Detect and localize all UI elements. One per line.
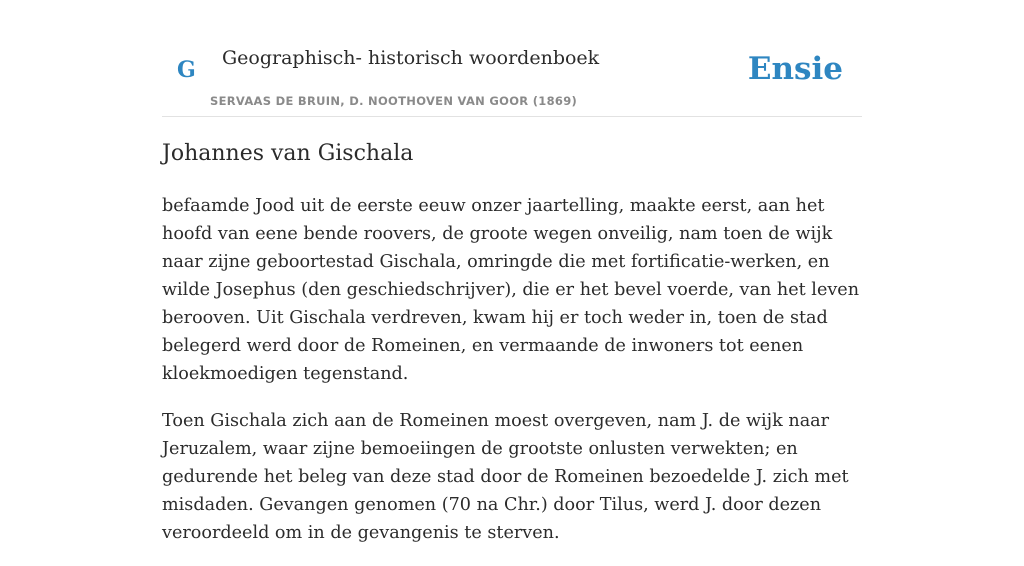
entry-paragraph: befaamde Jood uit de eerste eeuw onzer jaartelling, maakte eerst, aan het hoofd van eene bende roovers, de groote wegen onveilig, nam toen de wijk naar zijne geboortestad Gischala, omringde die met fortificatie-werken, en wilde Josephus (den geschiedschrijver), die er het bevel voerde, van het leven berooven. Uit Gischala verdreven, kwam hij er toch weder in, toen de stad belegerd werd door de Romeinen, en vermaande de inwoners tot eenen kloekmoedigen tegenstand. bbox=[162, 196, 860, 384]
book-authors: SERVAAS DE BRUIN, D. NOOTHOVEN VAN GOOR (1869) bbox=[210, 94, 578, 108]
entry-paragraph: Toen Gischala zich aan de Romeinen moest overgeven, nam J. de wijk naar Jeruzalem, waar zijne bemoeiingen de grootste onlusten verwekten; en gedurende het beleg van deze stad door de Romeinen bezoedelde J. zich met misdaden. Gevangen genomen (70 na Chr.) door Tilus, werd J. door dezen veroordeeld om in de gevangenis te sterven. bbox=[162, 411, 849, 543]
book-initial-icon: G bbox=[177, 57, 196, 83]
entry-title: Johannes van Gischala bbox=[162, 141, 414, 166]
page-header bbox=[162, 0, 862, 117]
entry-body bbox=[162, 192, 862, 566]
book-title[interactable]: Geographisch- historisch woordenboek bbox=[222, 47, 600, 69]
ensie-logo-link[interactable]: Ensie bbox=[747, 51, 843, 87]
